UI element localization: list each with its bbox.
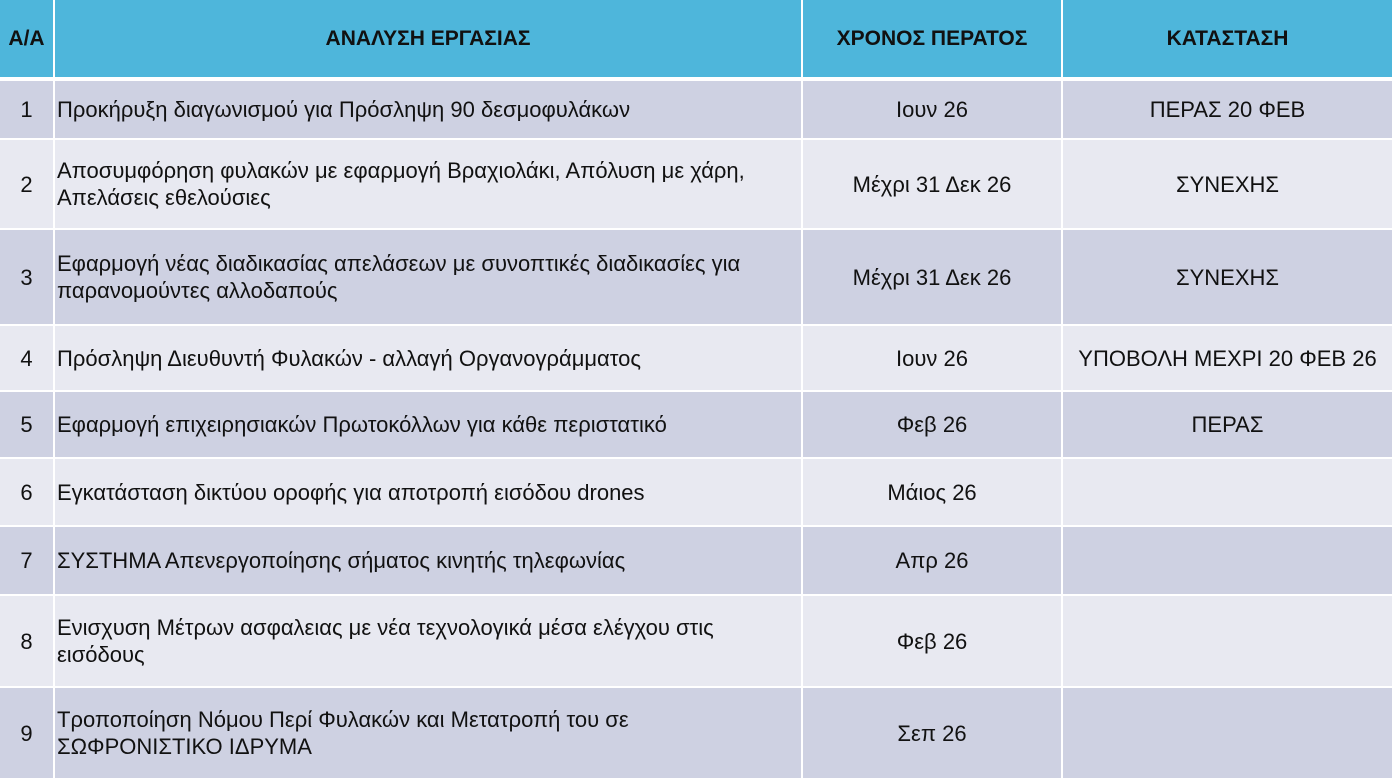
- task-description: Εφαρμογή νέας διαδικασίας απελάσεων με συνοπτικές διαδικασίες για παρανομούντες αλλοδαπούς: [54, 229, 802, 325]
- task-description: Προκήρυξη διαγωνισμού για Πρόσληψη 90 δεσμοφυλάκων: [54, 79, 802, 139]
- table-row: [0, 229, 1392, 325]
- table-row: [0, 458, 1392, 526]
- deadline-cell: Μέχρι 31 Δεκ 26: [802, 229, 1062, 325]
- deadline-cell: Σεπ 26: [802, 687, 1062, 779]
- header-deadline: ΧΡΟΝΟΣ ΠΕΡΑΤΟΣ: [802, 0, 1062, 79]
- status-cell: ΠΕΡΑΣ 20 ΦΕΒ: [1062, 79, 1392, 139]
- table-row: [0, 79, 1392, 139]
- status-cell: [1062, 595, 1392, 687]
- table-row: [0, 687, 1392, 779]
- table-row: [0, 139, 1392, 229]
- header-num: Α/Α: [0, 0, 54, 79]
- table-row: [0, 526, 1392, 595]
- deadline-cell: Ιουν 26: [802, 79, 1062, 139]
- status-cell: ΣΥΝΕΧΗΣ: [1062, 139, 1392, 229]
- row-number: 3: [0, 229, 54, 325]
- header-row: [0, 0, 1392, 79]
- task-description: Πρόσληψη Διευθυντή Φυλακών - αλλαγή Οργανογράμματος: [54, 325, 802, 391]
- table-row: [0, 595, 1392, 687]
- row-number: 7: [0, 526, 54, 595]
- deadline-cell: Μέχρι 31 Δεκ 26: [802, 139, 1062, 229]
- status-cell: [1062, 458, 1392, 526]
- task-description: Εφαρμογή επιχειρησιακών Πρωτοκόλλων για κάθε περιστατικό: [54, 391, 802, 458]
- row-number: 1: [0, 79, 54, 139]
- table-row: [0, 391, 1392, 458]
- task-description: Τροποποίηση Νόμου Περί Φυλακών και Μετατροπή του σε ΣΩΦΡΟΝΙΣΤΙΚΟ ΙΔΡΥΜΑ: [54, 687, 802, 779]
- deadline-cell: Ιουν 26: [802, 325, 1062, 391]
- table-row: [0, 325, 1392, 391]
- status-cell: [1062, 526, 1392, 595]
- task-description: Ενισχυση Μέτρων ασφαλειας με νέα τεχνολογικά μέσα ελέγχου στις εισόδους: [54, 595, 802, 687]
- row-number: 6: [0, 458, 54, 526]
- deadline-cell: Φεβ 26: [802, 391, 1062, 458]
- deadline-cell: Φεβ 26: [802, 595, 1062, 687]
- header-task: ΑΝΑΛΥΣΗ ΕΡΓΑΣΙΑΣ: [54, 0, 802, 79]
- status-cell: ΥΠΟΒΟΛΗ ΜΕΧΡΙ 20 ΦΕΒ 26: [1062, 325, 1392, 391]
- row-number: 4: [0, 325, 54, 391]
- row-number: 8: [0, 595, 54, 687]
- deadline-cell: Απρ 26: [802, 526, 1062, 595]
- row-number: 2: [0, 139, 54, 229]
- status-cell: ΠΕΡΑΣ: [1062, 391, 1392, 458]
- header-status: ΚΑΤΑΣΤΑΣΗ: [1062, 0, 1392, 79]
- status-cell: [1062, 687, 1392, 779]
- task-description: ΣΥΣΤΗΜΑ Απενεργοποίησης σήματος κινητής τηλεφωνίας: [54, 526, 802, 595]
- task-description: Αποσυμφόρηση φυλακών με εφαρμογή Βραχιολάκι, Απόλυση με χάρη, Απελάσεις εθελούσιες: [54, 139, 802, 229]
- status-cell: ΣΥΝΕΧΗΣ: [1062, 229, 1392, 325]
- row-number: 5: [0, 391, 54, 458]
- task-description: Εγκατάσταση δικτύου οροφής για αποτροπή εισόδου drones: [54, 458, 802, 526]
- deadline-cell: Μάιος 26: [802, 458, 1062, 526]
- row-number: 9: [0, 687, 54, 779]
